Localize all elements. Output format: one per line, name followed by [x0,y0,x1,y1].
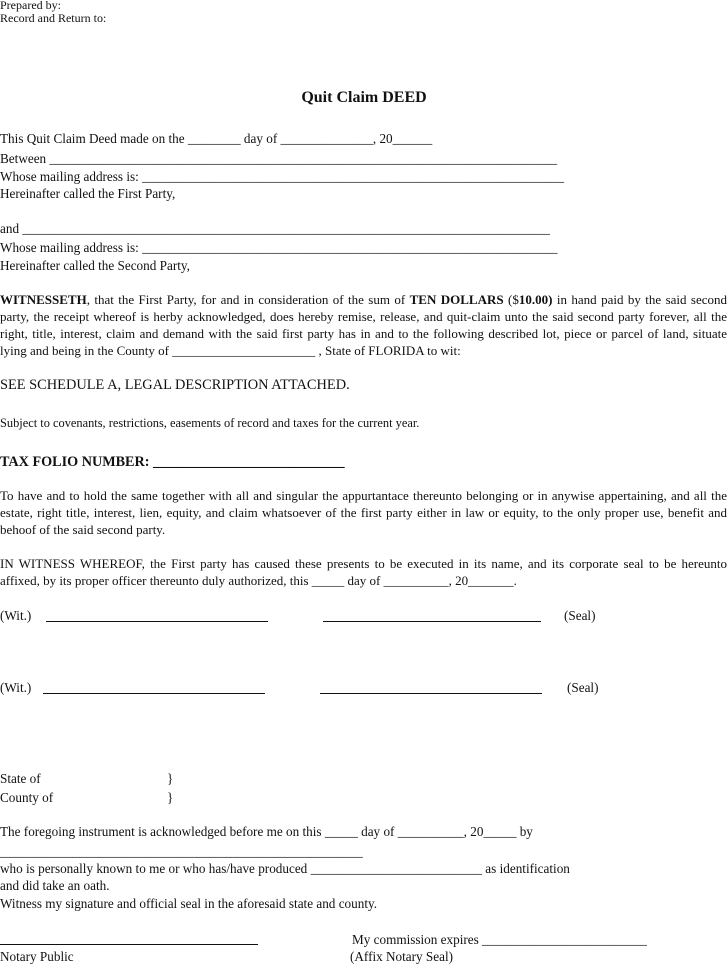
witness-signature-line-text: Witness my signature and official seal in the aforesaid state and county. [0,896,378,911]
witnesseth-text-3: in hand paid by the said second party, the receipt whereof is herby acknowledged, does hereby remise, release, and quit-claim unto the said second party forever, all the right, title, interest, claim and demand with the said first party has in and to the following described lot, piece or parcel of land, situate lying and being in the County of ______________________ , State of FLORIDA to wit: [0,292,728,358]
witness-1-signature-line[interactable] [46,621,268,622]
first-party-name-line[interactable]: Between _____________________________________________________________________________ [0,151,558,166]
first-party-label: Hereinafter called the First Party, [0,186,176,201]
notary-public-label: Notary Public [0,949,74,964]
first-party-address-line[interactable]: Whose mailing address is: ________________________________________________________________ [0,169,565,184]
acknowledgment-line[interactable]: The foregoing instrument is acknowledged before me on this _____ day of __________, 20_____ by [0,824,533,839]
witness-2-signature-line[interactable] [43,693,265,694]
second-party-label: Hereinafter called the Second Party, [0,258,190,273]
notary-signature-line[interactable] [0,944,258,945]
witnesseth-text-1: , that the First Party, for and in consideration of the sum of [86,292,410,307]
county-brace: } [167,790,174,805]
oath-line: and did take an oath. [0,878,110,893]
grantor-2-signature-line[interactable] [320,693,542,694]
seal-2-label: (Seal) [567,680,599,695]
acknowledged-by-name-line[interactable]: _______________________________________________________ [0,844,363,859]
record-return-label: Record and Return to: [0,11,107,25]
witness-2-label: (Wit.) [0,680,32,695]
seal-1-label: (Seal) [564,608,596,623]
title-text: Quit Claim DEED [301,89,427,106]
commission-expires-line[interactable]: My commission expires _________________________ [352,932,647,947]
state-brace: } [167,771,174,786]
state-of-label: State of [0,771,41,786]
witness-1-label: (Wit.) [0,608,32,623]
amount-value: 10.00) [518,292,553,307]
county-of-label: County of [0,790,54,805]
identification-line[interactable]: who is personally known to me or who has/have produced __________________________ as identification [0,861,570,876]
habendum-paragraph: To have and to hold the same together with all and singular the appurtantace thereunto belonging or in anywise appertaining, and all the estate, right title, interest, lien, equity, and claim whatsoever of the first party either in law or equity, to the only proper use, benefit and behoof of the said second party. [0,488,727,537]
prepared-by-label: Prepared by: [0,0,61,12]
amount-words: TEN DOLLARS [409,292,504,307]
affix-notary-seal-label: (Affix Notary Seal) [350,949,454,964]
grantor-1-signature-line[interactable] [323,621,541,622]
second-party-name-line[interactable]: and ________________________________________________________________________________ [0,221,550,236]
witnesseth-lead: WITNESSETH [0,292,87,307]
in-witness-paragraph: IN WITNESS WHEREOF, the First party has caused these presents to be executed in its name, and its corporate seal to be hereunto affixed, by its proper officer thereunto duly authorized, this _____ day of __________, 20_______. [0,556,727,588]
witnesseth-text-2: ($ [503,292,519,307]
witnesseth-paragraph [0,291,727,359]
second-party-address-line[interactable]: Whose mailing address is: _______________________________________________________________ [0,240,558,255]
document-title [0,89,728,107]
deed-date-line[interactable]: This Quit Claim Deed made on the ________ day of ______________, 20______ [0,131,433,146]
subject-to-note: Subject to covenants, restrictions, easements of record and taxes for the current year. [0,416,420,430]
tax-folio-number-line[interactable]: TAX FOLIO NUMBER: ___________________________ [0,454,345,470]
schedule-a-note: SEE SCHEDULE A, LEGAL DESCRIPTION ATTACHED. [0,377,350,393]
